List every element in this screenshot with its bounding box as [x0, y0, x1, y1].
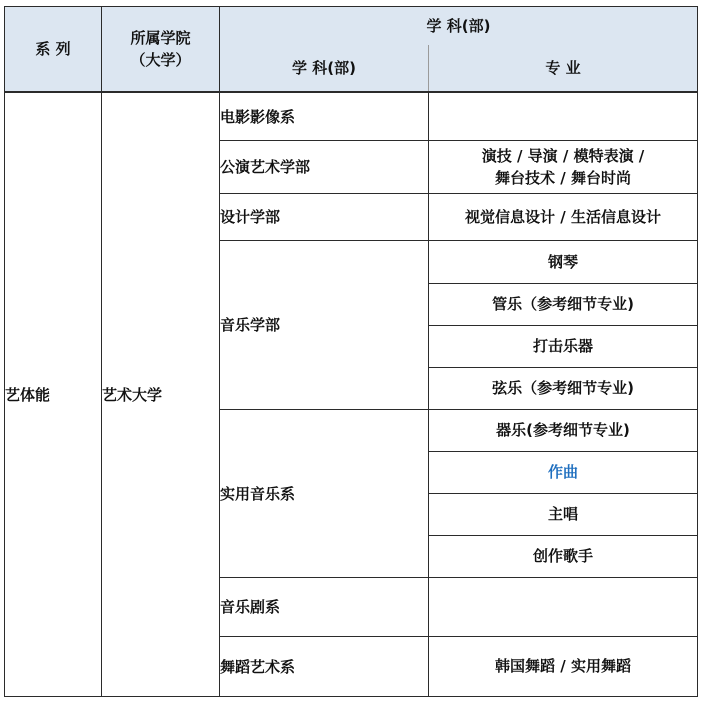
college-cell: 艺术大学 — [102, 92, 220, 696]
major-film — [429, 92, 698, 140]
major-performance-line2: 舞台技术 / 舞台时尚 — [495, 168, 631, 187]
college-header — [102, 7, 220, 93]
major-musical — [429, 577, 698, 636]
major-practical-music-1: 器乐(参考细节专业) — [429, 409, 698, 451]
major-music-1: 钢琴 — [429, 240, 698, 283]
department-design: 设计学部 — [220, 193, 429, 240]
department-music: 音乐学部 — [220, 240, 429, 409]
subject-group-header: 学 科(部) — [220, 7, 698, 46]
series-cell: 艺体能 — [5, 92, 102, 696]
department-dance: 舞蹈艺术系 — [220, 636, 429, 696]
series-header: 系 列 — [5, 7, 102, 93]
department-header: 学 科(部) — [220, 45, 429, 92]
major-table — [4, 6, 698, 697]
major-practical-music-4: 创作歌手 — [429, 535, 698, 577]
major-practical-music-3: 主唱 — [429, 493, 698, 535]
major-performance-line1: 演技 / 导演 / 模特表演 / — [481, 146, 645, 165]
department-practical-music: 实用音乐系 — [220, 409, 429, 577]
major-performance — [429, 140, 698, 193]
department-film: 电影影像系 — [220, 92, 429, 140]
college-header-line2: （大学） — [130, 51, 191, 69]
major-music-2: 管乐（参考细节专业) — [429, 283, 698, 325]
major-dance: 韩国舞蹈 / 实用舞蹈 — [429, 636, 698, 696]
header-row — [5, 7, 698, 46]
college-header-line1: 所属学院 — [130, 29, 191, 47]
department-performance: 公演艺术学部 — [220, 140, 429, 193]
department-musical: 音乐剧系 — [220, 577, 429, 636]
major-header: 专 业 — [429, 45, 698, 92]
major-practical-music-2: 作曲 — [429, 451, 698, 493]
table-row — [5, 92, 698, 140]
major-music-4: 弦乐（参考细节专业) — [429, 367, 698, 409]
major-music-3: 打击乐器 — [429, 325, 698, 367]
major-design: 视觉信息设计 / 生活信息设计 — [429, 193, 698, 240]
